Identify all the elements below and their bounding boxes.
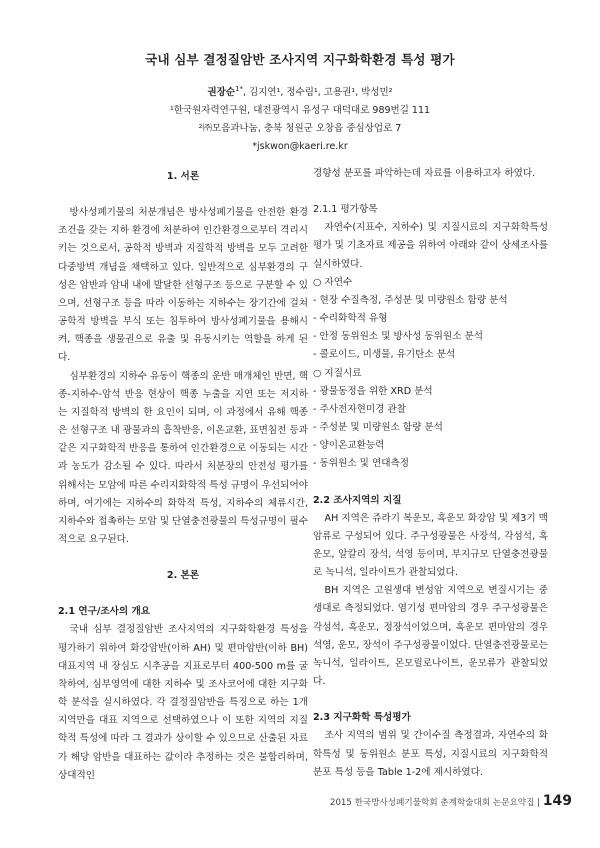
section-heading-body: 2. 본론 bbox=[166, 570, 200, 582]
paragraph: BH 지역은 고원생대 변성암 지역으로 변질시기는 중생대로 측정되었다. 염기성 편마암의 경우 주구성광물은 각섬석, 흑운모, 정장석이었으며, 흑운모 편마암의 경우 석영, 운모, 장석이 주구성광물이었다. 단열충전광물로는 녹니석, 일라이트, 몬모릴로나이트, 운모류가 관찰되었다. bbox=[313, 585, 548, 688]
list-item: - 콜로이드, 미생물, 유기탄소 분석 bbox=[313, 349, 456, 361]
list-item: ○ 자연수 bbox=[313, 276, 353, 288]
subsection-heading: 2.2 조사지역의 지질 bbox=[313, 494, 402, 506]
paragraph: 방사성폐기물의 처분개념은 방사성폐기물을 안전한 환경조건을 갖는 지하 환경에 처분하여 인간환경으로부터 격리시키는 것으로서, 공학적 방벽과 지질학적 방벽을 모두 고려한 다중방벽 개념을 채택하고 있다. 일반적으로 심부환경의 구성은 암반과 암내 내에 발달한 선형구조 등으로 구분할 수 있으며, 선형구조 등을 따라 이동하는 지하수는 장기간에 걸쳐 공학적 방벽을 부식 또는 침투하여 방사성폐기물을 용해시켜, 핵종을 생물권으로 유출 및 유동시키는 역할을 하게 된다. bbox=[58, 207, 308, 364]
author-mark: 1* bbox=[235, 85, 243, 93]
subsection-heading: 2.3 지구화학 특성평가 bbox=[313, 712, 411, 724]
list-item: - 양이온교환능력 bbox=[313, 440, 385, 452]
right-column bbox=[313, 165, 548, 782]
corresponding-author: 권장순 bbox=[207, 87, 236, 99]
co-authors: , 김지연¹, 정수림¹, 고용권¹, 박성민² bbox=[242, 87, 393, 99]
paragraph: 국내 심부 결정질암반 조사지역의 지구화학환경 특성을 평가하기 위하여 화강암반(이하 AH) 및 편마암반(이하 BH) 대표지역 내 장심도 시추공을 지표로부터 400-500 m를 굴착하여, 심부영역에 대한 지하수 및 조사코어에 대한 지구화학 분석을 실시하였다. 각 결정질암반을 특징으로 하는 1개 지역만을 대표 지역으로 선택하였으나 이 또한 지역의 지질학적 특성에 따라 그 결과가 상이할 수 있으므로 산출된 자료가 해당 암반을 대표하는 값이라 추정하는 것은 불합리하며, 상대적인 bbox=[58, 624, 308, 781]
author-email: *jskwon@kaeri.re.kr bbox=[252, 141, 348, 153]
author-block bbox=[0, 80, 600, 156]
list-item: - 동위원소 및 연대측정 bbox=[313, 458, 410, 470]
list-item: - 수리화학적 유형 bbox=[313, 313, 388, 325]
paper-title: 국내 심부 결정질암반 조사지역 지구화학환경 특성 평가 bbox=[145, 52, 455, 67]
section-heading-intro: 1. 서론 bbox=[166, 171, 200, 182]
paragraph: 심부환경의 지하수 유동이 핵종의 운반 매개체인 반면, 핵종-지하수-암석 반응 현상이 핵종 누출을 지연 또는 저지하는 지질학적 방벽의 한 요인이 되며, 이 과정에서 유해 핵종은 선형구조 내 광물과의 흡착반응, 이온교환, 표면침전 등과 같은 지구화학적 반응을 통하여 인간환경으로 이동되는 시간과 농도가 감소될 수 있다. 따라서 처분장의 안전성 평가를 위해서는 모암에 따른 수리지화학적 특성 규명이 우선되어야 하며, 여기에는 지하수의 화학적 특성, 지하수의 체류시간, 지하수와 접촉하는 모암 및 단열충전광물의 특성규명이 필수적으로 요구된다. bbox=[58, 370, 308, 545]
footer-separator: | bbox=[537, 798, 541, 808]
page-number: 149 bbox=[542, 793, 573, 809]
author-line bbox=[0, 80, 600, 102]
list-item: - 안정 동위원소 및 방사성 동위원소 분석 bbox=[313, 331, 484, 343]
page-footer bbox=[330, 793, 572, 809]
left-column bbox=[58, 168, 308, 785]
subsection-heading: 2.1.1 평가항목 bbox=[313, 204, 378, 216]
paragraph: 경향성 분포를 파악하는데 자료를 이용하고자 하였다. bbox=[313, 168, 536, 179]
subsection-heading: 2.1 연구/조사의 개요 bbox=[58, 606, 151, 618]
paragraph: 조사 지역의 범위 및 간이수질 측정결과, 자연수의 화학특성 및 동위원소 분포 특성, 지질시료의 지구화학적 분포 특성 등을 Table 1-2에 제시하였다. bbox=[313, 730, 548, 778]
paragraph: 자연수(지표수, 지하수) 및 지질시료의 지구화학특성평가 및 기초자료 제공을 위하여 아래와 같이 상세조사를 실시하였다. bbox=[313, 222, 548, 270]
list-item: ○ 지질시료 bbox=[313, 367, 362, 379]
proceedings-title: 2015 한국방사성폐기물학회 춘계학술대회 논문요약집 bbox=[330, 798, 535, 808]
list-item: - 광물동정을 위한 XRD 분석 bbox=[313, 385, 433, 397]
affiliation-1: ¹한국원자력연구원, 대전광역시 유성구 대덕대로 989번길 111 bbox=[169, 105, 431, 117]
list-item: - 주사전자현미경 관찰 bbox=[313, 403, 406, 415]
paragraph: AH 지역은 쥬라기 복운모, 흑운모 화강암 및 제3기 맥암류로 구성되어 있다. 주구성광물은 사장석, 각섬석, 흑운모, 알칼리 장석, 석영 등이며, 부지규모 단열충전광물로 녹니석, 일라이트가 관찰되었다. bbox=[313, 512, 548, 579]
list-item: - 현장 수질측정, 주성분 및 미량원소 함량 분석 bbox=[313, 294, 508, 306]
list-item: - 주성분 및 미량원소 함량 분석 bbox=[313, 422, 443, 434]
affiliation-2: ²㈜모음과나눔, 충북 청원군 오창읍 중심상업로 7 bbox=[198, 123, 402, 135]
